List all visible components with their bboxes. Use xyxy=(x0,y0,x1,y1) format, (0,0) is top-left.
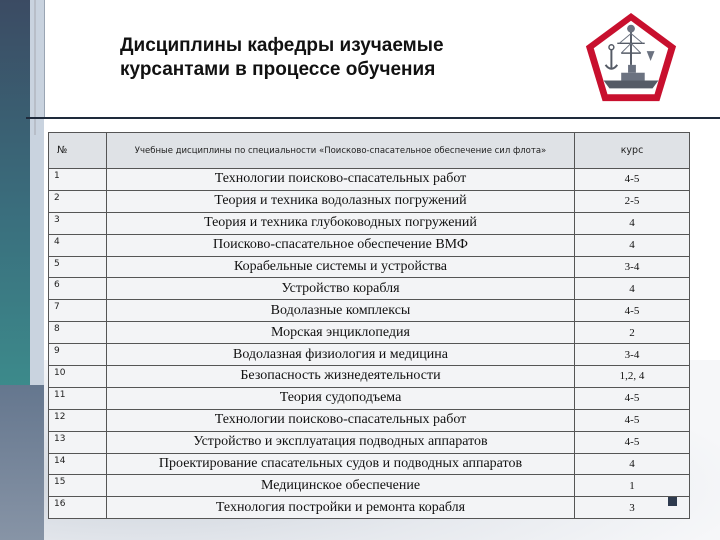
table-row xyxy=(49,322,690,344)
row-number: 11 xyxy=(49,387,107,409)
header-course: курс xyxy=(575,133,690,169)
row-number: 5 xyxy=(49,256,107,278)
row-course: 4-5 xyxy=(575,409,690,431)
row-course: 4-5 xyxy=(575,169,690,191)
row-subject: Устройство корабля xyxy=(107,278,575,300)
row-number: 2 xyxy=(49,190,107,212)
row-number: 16 xyxy=(49,497,107,519)
vertical-divider-thin xyxy=(44,0,45,118)
row-number: 6 xyxy=(49,278,107,300)
row-course: 4 xyxy=(575,234,690,256)
table-row xyxy=(49,169,690,191)
table-row xyxy=(49,387,690,409)
table-row xyxy=(49,366,690,388)
row-course: 4-5 xyxy=(575,300,690,322)
table-row xyxy=(49,409,690,431)
table-row xyxy=(49,278,690,300)
row-number: 13 xyxy=(49,431,107,453)
page-title: Дисциплины кафедры изучаемые курсантами в процессе обучения xyxy=(120,35,444,80)
row-subject: Морская энциклопедия xyxy=(107,322,575,344)
header-subject: Учебные дисциплины по специальности «Поисково-спасательное обеспечение сил флота» xyxy=(107,133,575,169)
row-number: 9 xyxy=(49,344,107,366)
row-subject: Корабельные системы и устройства xyxy=(107,256,575,278)
row-subject: Технологии поисково-спасательных работ xyxy=(107,409,575,431)
row-course: 4 xyxy=(575,212,690,234)
table-row xyxy=(49,212,690,234)
row-course: 4-5 xyxy=(575,387,690,409)
row-number: 12 xyxy=(49,409,107,431)
row-number: 15 xyxy=(49,475,107,497)
row-number: 3 xyxy=(49,212,107,234)
row-course: 2-5 xyxy=(575,190,690,212)
row-subject: Безопасность жизнедеятельности xyxy=(107,366,575,388)
row-subject: Водолазная физиология и медицина xyxy=(107,344,575,366)
row-course: 3 xyxy=(575,497,690,519)
row-subject: Теория и техника глубоководных погружений xyxy=(107,212,575,234)
table-row xyxy=(49,497,690,519)
header-number: № xyxy=(49,133,107,169)
table-row xyxy=(49,475,690,497)
pentagon-ship-emblem-icon xyxy=(582,10,680,108)
row-number: 4 xyxy=(49,234,107,256)
row-course: 1 xyxy=(575,475,690,497)
table-row xyxy=(49,453,690,475)
row-course: 3-4 xyxy=(575,256,690,278)
table-row xyxy=(49,234,690,256)
row-number: 10 xyxy=(49,366,107,388)
vertical-divider xyxy=(34,0,36,135)
row-subject: Поисково-спасательное обеспечение ВМФ xyxy=(107,234,575,256)
row-course: 1,2, 4 xyxy=(575,366,690,388)
left-accent-bar xyxy=(0,0,30,385)
row-subject: Технология постройки и ремонта корабля xyxy=(107,497,575,519)
square-marker-icon xyxy=(668,497,677,506)
disciplines-table xyxy=(48,132,690,519)
row-course: 4 xyxy=(575,453,690,475)
row-number: 14 xyxy=(49,453,107,475)
row-subject: Водолазные комплексы xyxy=(107,300,575,322)
row-course: 2 xyxy=(575,322,690,344)
row-course: 4-5 xyxy=(575,431,690,453)
row-subject: Теория судоподъема xyxy=(107,387,575,409)
table-row xyxy=(49,431,690,453)
row-course: 4 xyxy=(575,278,690,300)
row-subject: Теория и техника водолазных погружений xyxy=(107,190,575,212)
table-row xyxy=(49,256,690,278)
row-course: 3-4 xyxy=(575,344,690,366)
table-row xyxy=(49,344,690,366)
table-row xyxy=(49,300,690,322)
row-number: 7 xyxy=(49,300,107,322)
row-number: 1 xyxy=(49,169,107,191)
row-number: 8 xyxy=(49,322,107,344)
table-row xyxy=(49,190,690,212)
table-header-row xyxy=(49,133,690,169)
row-subject: Технологии поисково-спасательных работ xyxy=(107,169,575,191)
header-divider xyxy=(26,117,720,119)
row-subject: Проектирование спасательных судов и подводных аппаратов xyxy=(107,453,575,475)
row-subject: Устройство и эксплуатация подводных аппаратов xyxy=(107,431,575,453)
left-light-bar xyxy=(30,0,44,385)
row-subject: Медицинское обеспечение xyxy=(107,475,575,497)
